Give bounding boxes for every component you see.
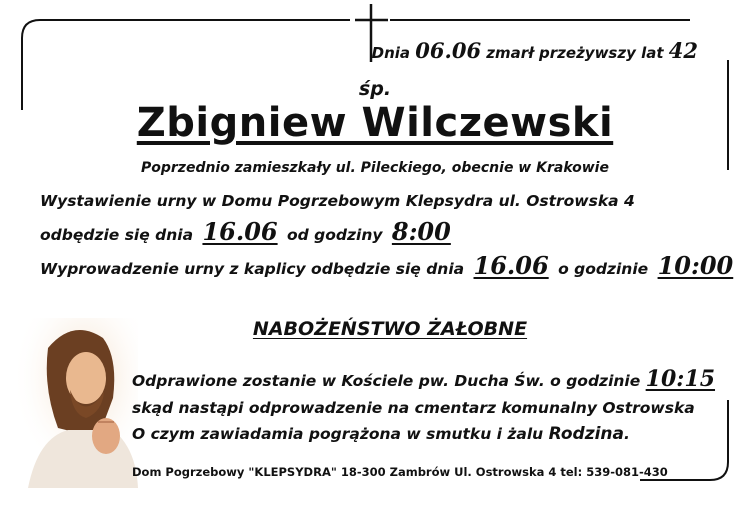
service-line-3 — [132, 424, 630, 444]
urn-display-date: 16.06 — [202, 217, 278, 246]
urn-date-line — [40, 217, 455, 246]
death-notice-line — [372, 38, 698, 63]
urn-display-time: 8:00 — [391, 217, 451, 246]
procession-date: 16.06 — [473, 251, 549, 280]
procession-line — [40, 251, 737, 280]
procession-time-prefix: o godzinie — [558, 260, 649, 278]
praying-figure-image — [18, 318, 138, 488]
service-line-2: skąd nastąpi odprowadzenie na cmentarz komunalny Ostrowska — [132, 399, 695, 417]
service-time: 10:15 — [645, 366, 716, 392]
died-mid-text: zmarł przeżywszy lat — [486, 44, 664, 62]
service-line-1 — [132, 366, 715, 392]
residence-line: Poprzednio zamieszkały ul. Pileckiego, obecnie w Krakowie — [141, 160, 609, 176]
death-date: 06.06 — [415, 38, 482, 63]
funeral-home-footer: Dom Pogrzebowy "KLEPSYDRA" 18-300 Zambrów Ul. Ostrowska 4 tel: 539-081-430 — [132, 465, 668, 479]
urn-time-prefix: od godziny — [287, 226, 383, 244]
age-value: 42 — [668, 38, 698, 63]
died-prefix: Dnia — [371, 44, 411, 62]
line-end-period: . — [624, 425, 630, 443]
family-signature: Rodzina — [548, 424, 624, 444]
service-title: NABOŻEŃSTWO ŻAŁOBNE — [252, 318, 528, 340]
sp-prefix: śp. — [358, 78, 392, 100]
urn-display-line: Wystawienie urny w Domu Pogrzebowym Klepsydra ul. Ostrowska 4 — [40, 192, 635, 210]
mourning-text: O czym zawiadamia pogrążona w smutku i żalu — [132, 425, 544, 443]
service-prefix: Odprawione zostanie w Kościele pw. Ducha Św. o godzinie — [132, 372, 641, 390]
procession-time: 10:00 — [657, 251, 734, 280]
urn-date-prefix: odbędzie się dnia — [40, 226, 194, 244]
procession-prefix: Wyprowadzenie urny z kaplicy odbędzie się dnia — [40, 260, 465, 278]
deceased-name: Zbigniew Wilczewski — [136, 100, 614, 146]
